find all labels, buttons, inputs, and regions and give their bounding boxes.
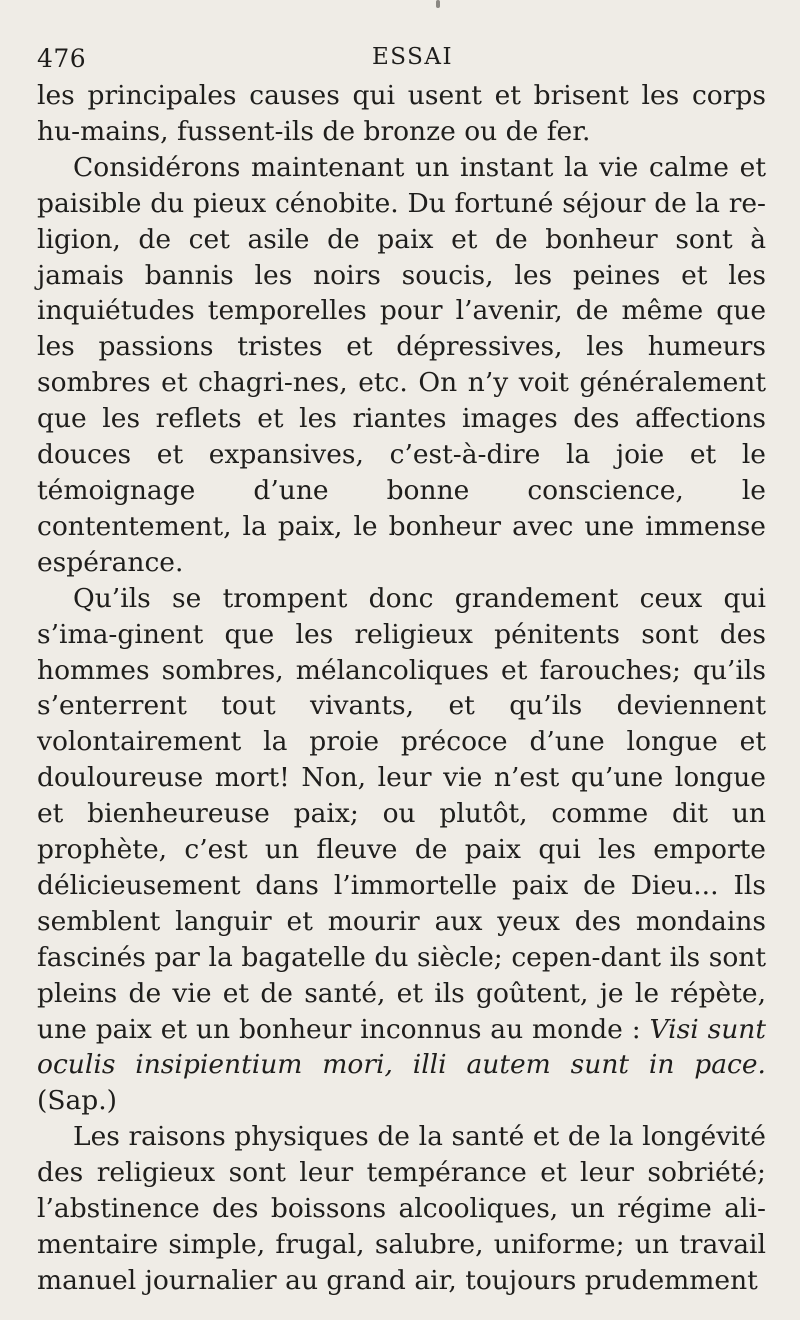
body-text — [37, 78, 766, 1299]
running-title: ESSAI — [372, 44, 454, 70]
page-number: 476 — [37, 44, 87, 73]
page-header — [37, 0, 766, 78]
paragraph-4: Les raisons physiques de la santé et de la longévité des religieux sont leur tempérance et leur sobriété; l’abstinence des boissons alcooliques, un régime ali-mentaire simple, frugal, salubre, uniforme; un travail manuel journalier au grand air, toujours prudemment — [37, 1121, 766, 1296]
paragraph-2: Considérons maintenant un instant la vie calme et paisible du pieux cénobite. Du fortuné séjour de la re-ligion, de cet asile de paix et de bonheur sont à jamais bannis les noirs soucis, les peines et les inquiétudes temporelles pour l’avenir, de même que les passions tristes et dépressives, les humeurs sombres et chagri-nes, etc. On n’y voit généralement que les reflets et les riantes images des affections douces et expansives, c’est-à-dire la joie et le témoignage d’une bonne conscience, le contentement, la paix, le bonheur avec une immense espérance. — [37, 151, 766, 578]
paragraph-3-text: Qu’ils se trompent donc grandement ceux qui s’ima-ginent que les religieux pénitents sont des hommes sombres, mélancoliques et farouches; qu’ils s’enterrent tout vivants, et qu’ils deviennent volontairement la proie précoce d’une longue et douloureuse mort! Non, leur vie n’est qu’une longue et bienheureuse paix; ou plutôt, comme dit un prophète, c’est un fleuve de paix qui les emporte délicieusement dans l’immortelle paix de Dieu... Ils semblent languir et mourir aux yeux des mondains fascinés par la bagatelle du siècle; cepen-dant ils sont pleins de vie et de santé, et ils goûtent, je le répète, une paix et un bonheur inconnus au monde : — [37, 582, 766, 1045]
paragraph-1: les principales causes qui usent et brisent les corps hu-mains, fussent-ils de bronze ou de fer. — [37, 80, 766, 147]
paragraph-3 — [37, 581, 766, 1120]
quotation-source: (Sap.) — [37, 1085, 118, 1117]
latin-quotation: Visi sunt oculis insipientium mori, illi autem sunt in pace. — [37, 1013, 766, 1081]
